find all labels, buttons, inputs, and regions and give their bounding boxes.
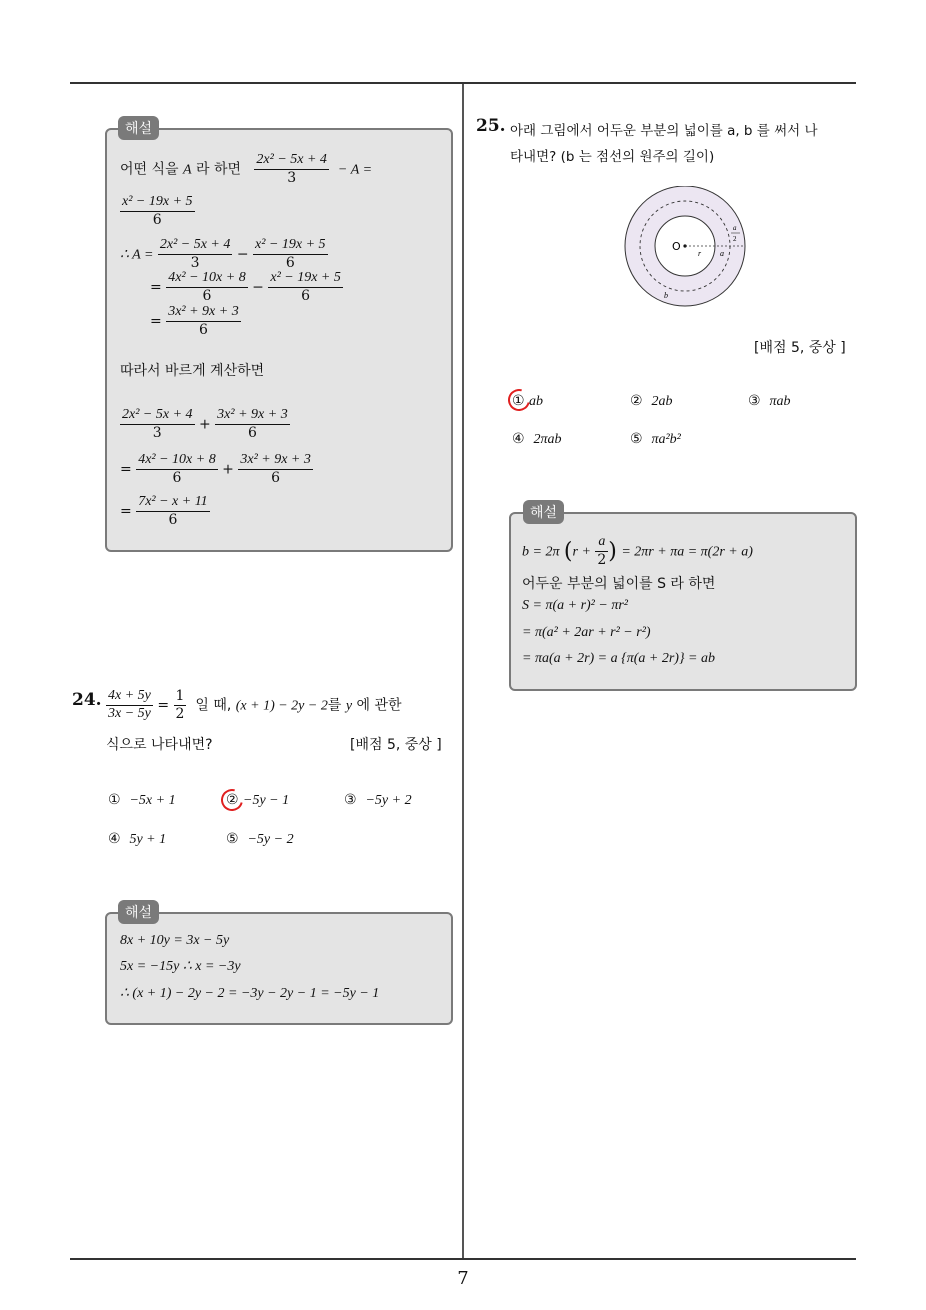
solution-line-2: 어두운 부분의 넓이를 S 라 하면 [522, 576, 716, 592]
q25-choice-2[interactable]: ② 2ab [630, 393, 673, 409]
question-25-score: [배점 5, 중상 ] [754, 340, 846, 356]
question-24-score: [배점 5, 중상 ] [350, 737, 442, 753]
solution-line-1: 8x + 10y = 3x − 5y [120, 933, 230, 948]
question-25-text-line1: 아래 그림에서 어두운 부분의 넓이를 a, b 를 써서 나 [510, 123, 818, 139]
solution-line-3: S = π(a + r)² − πr² [522, 598, 628, 613]
label-O: O [672, 240, 681, 253]
explanation-tag: 해설 [118, 116, 159, 140]
q24-choice-2[interactable]: ② −5y − 1 [226, 792, 290, 808]
solution-line-4: = π(a² + 2ar + r² − r²) [522, 625, 651, 640]
fraction: $\frac{\text{2x² − 5x + 4}}{3}$ [256, 152, 327, 186]
q24-choice-1[interactable]: ① −5x + 1 [108, 792, 176, 808]
fraction-line: $\frac{\text{x² − 19x + 5}}{6}$ [122, 194, 193, 228]
solution-line-1: b = 2π (r + $\frac{a}{2}$ ) = 2πr + πa = π(2r + a) [522, 534, 753, 568]
label-a2-den: 2 [733, 235, 737, 243]
explanation-box-23 [105, 128, 453, 552]
question-24-text-line2: 식으로 나타내면? [106, 737, 213, 753]
annulus-figure [620, 186, 750, 308]
label-a2-num: a [733, 224, 737, 232]
derivation-row-2: = $\frac{\text{4x² − 10x + 8}}{6}$ − $\frac{\text{x² − 19x + 5}}{6}$ [150, 270, 341, 304]
solution-line-3: ∴ (x + 1) − 2y − 2 = −3y − 2y − 1 = −5y − 1 [120, 986, 380, 1001]
explanation-tag: 해설 [523, 500, 564, 524]
explanation-tag: 해설 [118, 900, 159, 924]
q24-choice-5[interactable]: ⑤ −5y − 2 [226, 831, 294, 847]
explanation-intro: 어떤 식을 A 라 하면 $\frac{\text{2x² − 5x + 4}}{3}$ − A = [120, 152, 373, 186]
label-r: r [698, 249, 702, 258]
derivation-row-1: ∴ A = $\frac{\text{2x² − 5x + 4}}{3}$ − $\frac{\text{x² − 19x + 5}}{6}$ [120, 237, 326, 271]
answer-mark-circle [504, 385, 534, 415]
derivation-row-3: = $\frac{\text{3x² + 9x + 3}}{6}$ [150, 304, 239, 338]
sum-row-1: $\frac{\text{2x² − 5x + 4}}{3}$ + $\frac{\text{3x² + 9x + 3}}{6}$ [122, 407, 288, 441]
column-divider [462, 84, 464, 1260]
correct-calc-text: 따라서 바르게 계산하면 [120, 363, 265, 379]
solution-line-2: 5x = −15y ∴ x = −3y [120, 959, 241, 974]
sum-row-3: = $\frac{\text{7x² − x + 11}}{6}$ [120, 494, 208, 528]
q24-choice-3[interactable]: ③ −5y + 2 [344, 792, 412, 808]
question-number-24: 24. [72, 690, 102, 710]
bottom-rule [70, 1258, 856, 1260]
solution-line-5: = πa(a + 2r) = a {π(a + 2r)} = ab [522, 651, 716, 666]
answer-mark-circle [217, 785, 247, 815]
q25-choice-1[interactable]: ① ab [512, 393, 544, 409]
question-25-text-line2: 타내면? (b 는 점선의 원주의 길이) [510, 149, 715, 165]
question-number-25: 25. [476, 116, 506, 136]
q25-choice-3[interactable]: ③ πab [748, 393, 791, 409]
page-number: 7 [457, 1268, 469, 1289]
q25-choice-4[interactable]: ④ 2πab [512, 431, 562, 447]
label-b: b [664, 291, 668, 300]
q25-choice-5[interactable]: ⑤ πa²b² [630, 431, 681, 447]
q24-choice-4[interactable]: ④ 5y + 1 [108, 831, 167, 847]
label-a: a [720, 249, 724, 258]
sum-row-2: = $\frac{\text{4x² − 10x + 8}}{6}$ + $\frac{\text{3x² + 9x + 3}}{6}$ [120, 452, 311, 486]
question-24-text: $\frac{4x + 5y}{3x - 5y}$ = $\frac{1}{2}$ 일 때, (x + 1) − 2y − 2를 y 에 관한 [108, 688, 402, 722]
